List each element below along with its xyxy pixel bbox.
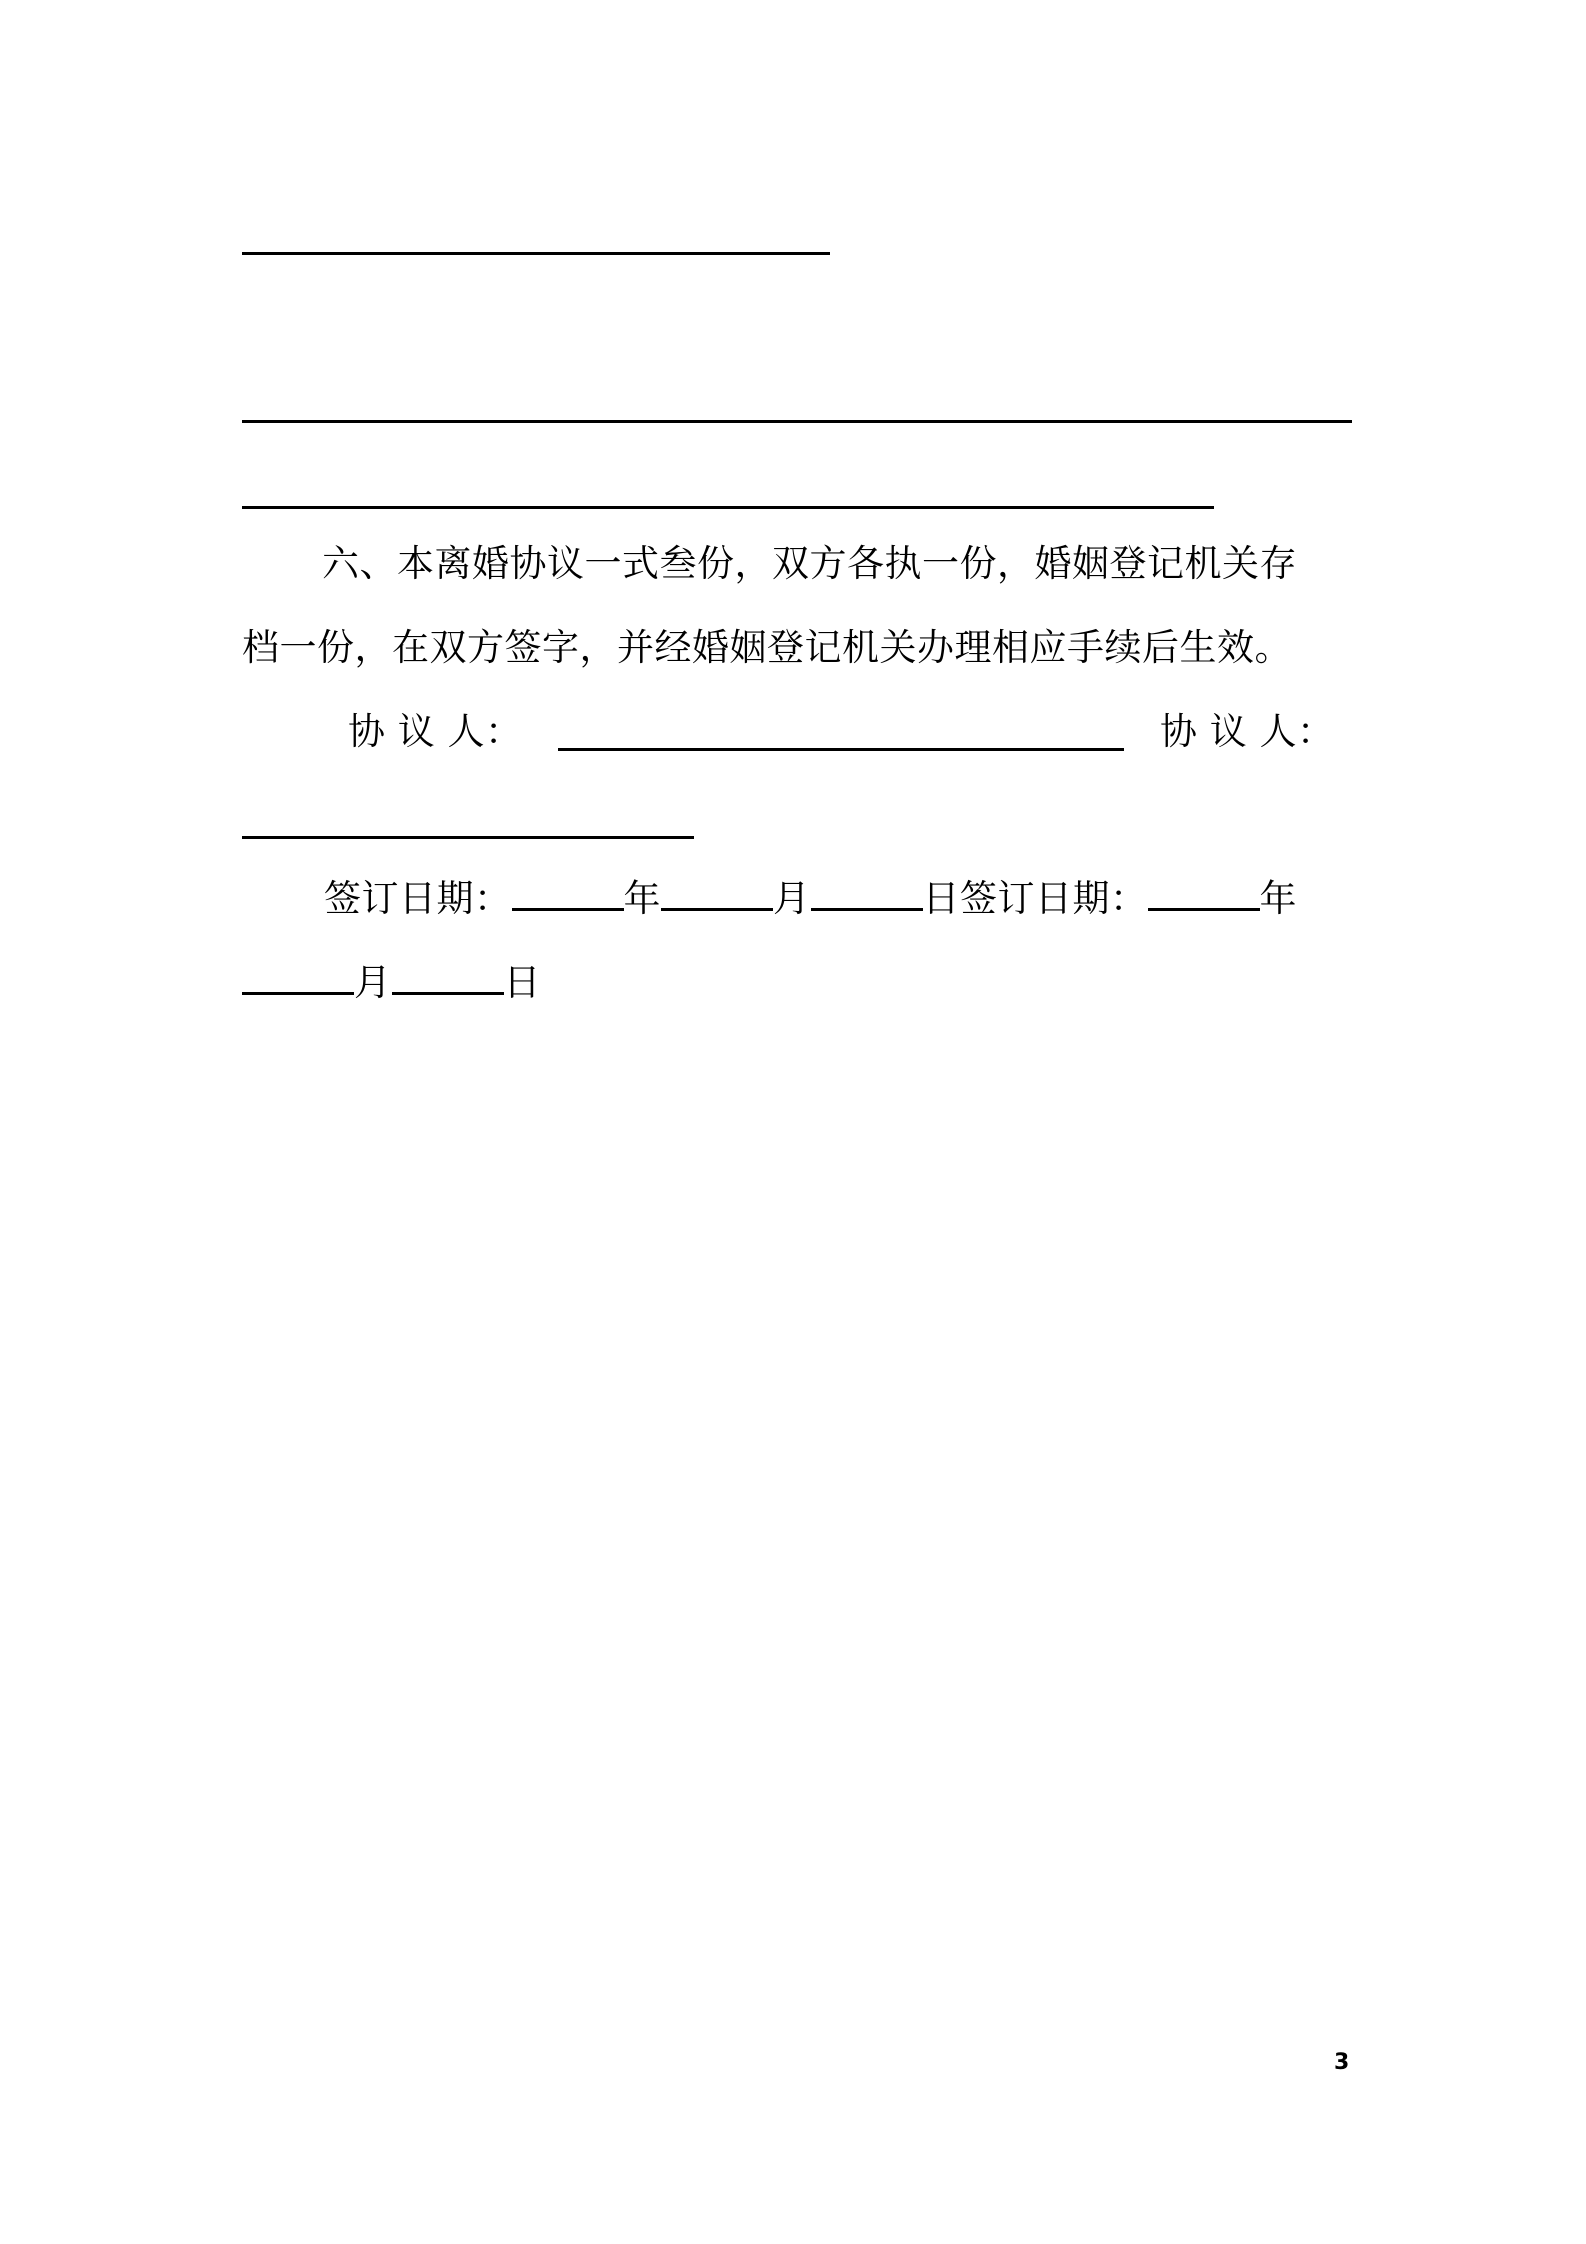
year-blank-1[interactable] (512, 876, 624, 911)
year-label-2: 年 (1259, 877, 1297, 920)
blank-line-1[interactable] (242, 252, 830, 255)
party-label-1: 协 议 人： (348, 710, 523, 753)
day-blank-2[interactable] (392, 960, 504, 995)
page-number: 3 (1334, 2050, 1350, 2075)
signing-date-row-2 (242, 960, 1356, 1005)
party-label-2: 协 议 人： (1160, 710, 1335, 753)
party-signature-blank-1[interactable] (558, 748, 1124, 751)
clause-six-line1: 六、本离婚协议一式叁份，双方各执一份，婚姻登记机关存 (322, 542, 1297, 585)
signing-date-row-1 (324, 876, 1364, 921)
day-label-1: 日 (922, 877, 960, 920)
month-label-1: 月 (773, 877, 811, 920)
date-label-1: 签订日期： (324, 877, 512, 920)
party-label-2-wrap (1160, 710, 1360, 754)
date-label-2: 签订日期： (960, 877, 1148, 920)
party-signature-blank-2[interactable] (242, 836, 694, 839)
year-label-1: 年 (623, 877, 661, 920)
blank-line-3[interactable] (242, 506, 1214, 509)
clause-six-line2: 档一份，在双方签字，并经婚姻登记机关办理相应手续后生效。 (242, 626, 1292, 669)
month-blank-2[interactable] (242, 960, 354, 995)
year-blank-2[interactable] (1148, 876, 1260, 911)
blank-line-2[interactable] (242, 420, 1352, 423)
month-label-2: 月 (354, 961, 392, 1004)
day-blank-1[interactable] (811, 876, 923, 911)
month-blank-1[interactable] (661, 876, 773, 911)
day-label-2: 日 (503, 961, 541, 1004)
